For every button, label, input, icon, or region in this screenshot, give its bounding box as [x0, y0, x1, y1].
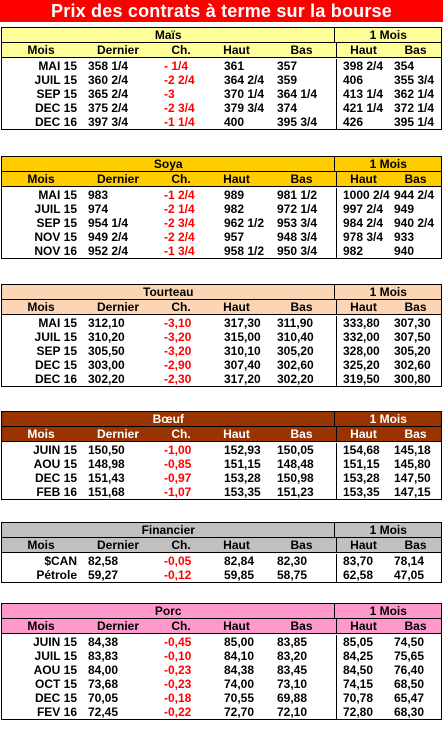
- cell-bas1: 307,30: [394, 316, 431, 330]
- section-header: [2, 412, 441, 427]
- cell-bas1: 940: [394, 244, 415, 258]
- cell-mois: NOV 15: [34, 230, 77, 244]
- table-row: [2, 101, 441, 115]
- cell-ch: -0,10: [164, 649, 192, 663]
- table-row: [2, 244, 441, 258]
- section-mais: [1, 27, 442, 130]
- cell-ch: -3,20: [164, 344, 192, 358]
- cell-haut1: 70,78: [343, 691, 374, 705]
- cell-bas: 305,20: [267, 344, 337, 358]
- cell-haut1: 328,00: [343, 344, 380, 358]
- cell-bas: 148,48: [267, 457, 337, 471]
- cell-ch: -2 3/4: [164, 216, 195, 230]
- cell-mois: MAI 15: [38, 316, 77, 330]
- cell-ch: -3: [164, 87, 175, 101]
- column-header-ch: Ch.: [171, 619, 191, 633]
- section-title: Financier: [2, 523, 335, 537]
- cell-mois: JUIL 15: [34, 330, 77, 344]
- cell-haut: 958 1/2: [224, 244, 265, 258]
- table-row: [2, 330, 441, 344]
- column-header-ch: Ch.: [171, 43, 191, 57]
- cell-dernier: 360 2/4: [88, 73, 129, 87]
- cell-ch: -0,97: [164, 471, 192, 485]
- cell-haut1: 74,15: [343, 677, 374, 691]
- cell-mois: AOU 15: [33, 457, 77, 471]
- cell-haut: 152,93: [224, 443, 261, 457]
- column-header-ch: Ch.: [171, 172, 191, 186]
- cell-bas: 83,20: [267, 649, 337, 663]
- cell-bas: 310,40: [267, 330, 337, 344]
- cell-haut: 317,20: [224, 372, 261, 386]
- cell-ch: - 1/4: [164, 59, 189, 73]
- table-row: [2, 344, 441, 358]
- cell-bas1: 147,50: [394, 471, 431, 485]
- table-row: [2, 230, 441, 244]
- cell-dernier: 148,98: [88, 457, 125, 471]
- cell-mois: SEP 15: [36, 87, 77, 101]
- section-title: Maïs: [2, 28, 335, 42]
- cell-haut: 957: [224, 230, 245, 244]
- table-row: [2, 216, 441, 230]
- cell-dernier: 312,10: [88, 316, 125, 330]
- table-row: [2, 316, 441, 330]
- cell-bas1: 944 2/4: [394, 188, 435, 202]
- section-boeuf: [1, 411, 442, 500]
- column-header-haut1: Haut: [350, 427, 377, 441]
- cell-bas: 972 1/4: [267, 202, 337, 216]
- cell-dernier: 983: [88, 188, 109, 202]
- cell-haut1: 84,50: [343, 663, 374, 677]
- cell-bas: 302,20: [267, 372, 337, 386]
- cell-mois: JUIL 15: [34, 73, 77, 87]
- section-title: Soya: [2, 157, 335, 171]
- table-row: [2, 188, 441, 202]
- section-header: [2, 604, 441, 619]
- cell-bas1: 940 2/4: [394, 216, 435, 230]
- column-headers: [2, 619, 441, 634]
- cell-mois: JUIL 15: [34, 649, 77, 663]
- table-row: [2, 471, 441, 485]
- section-header: [2, 285, 441, 300]
- cell-mois: MAI 15: [38, 59, 77, 73]
- cell-haut: 153,35: [224, 485, 261, 499]
- cell-dernier: 302,20: [88, 372, 125, 386]
- cell-mois: SEP 15: [36, 216, 77, 230]
- cell-haut: 307,40: [224, 358, 261, 372]
- table-row: [2, 691, 441, 705]
- cell-mois: DEC 16: [34, 372, 77, 386]
- cell-mois: FEB 16: [36, 485, 77, 499]
- section-header: [2, 28, 441, 43]
- cell-dernier: 305,50: [88, 344, 125, 358]
- cell-bas: 950 3/4: [267, 244, 337, 258]
- cell-ch: -0,23: [164, 663, 192, 677]
- column-header-ch: Ch.: [171, 427, 191, 441]
- cell-dernier: 150,50: [88, 443, 125, 457]
- cell-ch: -0,45: [164, 635, 192, 649]
- column-header-bas: Bas: [267, 300, 337, 314]
- column-header-bas: Bas: [267, 427, 337, 441]
- column-header-bas: Bas: [267, 538, 337, 552]
- section-title: Bœuf: [2, 412, 335, 426]
- cell-bas: 83,85: [267, 635, 337, 649]
- column-header-haut: Haut: [223, 300, 250, 314]
- cell-bas1: 354: [394, 59, 415, 73]
- column-header-haut: Haut: [223, 619, 250, 633]
- table-row: [2, 568, 441, 582]
- table-row: [2, 358, 441, 372]
- cell-ch: -3,10: [164, 316, 192, 330]
- table-row: [2, 372, 441, 386]
- cell-haut: 59,85: [224, 568, 255, 582]
- cell-dernier: 70,05: [88, 691, 119, 705]
- cell-mois: DEC 15: [34, 358, 77, 372]
- cell-haut1: 413 1/4: [343, 87, 384, 101]
- cell-dernier: 84,00: [88, 663, 119, 677]
- column-header-bas1: Bas: [404, 172, 427, 186]
- cell-mois: AOU 15: [33, 663, 77, 677]
- cell-dernier: 365 2/4: [88, 87, 129, 101]
- table-row: [2, 649, 441, 663]
- cell-bas: 364 1/4: [267, 87, 337, 101]
- cell-haut: 74,00: [224, 677, 255, 691]
- cell-haut: 361: [224, 59, 245, 73]
- cell-haut: 989: [224, 188, 245, 202]
- cell-dernier: 303,00: [88, 358, 125, 372]
- section-soya: [1, 156, 442, 259]
- cell-bas: 150,98: [267, 471, 337, 485]
- cell-bas1: 307,50: [394, 330, 431, 344]
- cell-dernier: 72,45: [88, 705, 119, 719]
- cell-ch: -0,05: [164, 554, 192, 568]
- column-header-bas1: Bas: [404, 427, 427, 441]
- column-headers: [2, 300, 441, 315]
- cell-bas: 357: [267, 59, 337, 73]
- cell-haut: 85,00: [224, 635, 255, 649]
- section-title: Tourteau: [2, 285, 335, 299]
- column-headers: [2, 538, 441, 553]
- cell-bas: 948 3/4: [267, 230, 337, 244]
- table-row: [2, 73, 441, 87]
- cell-haut: 370 1/4: [224, 87, 265, 101]
- table-row: [2, 705, 441, 719]
- column-header-haut1: Haut: [350, 619, 377, 633]
- column-header-mois: Mois: [27, 619, 55, 633]
- column-header-dernier: Dernier: [96, 427, 140, 441]
- cell-dernier: 82,58: [88, 554, 119, 568]
- cell-mois: $CAN: [44, 554, 77, 568]
- cell-ch: -1,07: [164, 485, 192, 499]
- cell-bas: 58,75: [267, 568, 337, 582]
- section-tourteau: [1, 284, 442, 387]
- column-header-haut: Haut: [223, 172, 250, 186]
- table-row: [2, 677, 441, 691]
- cell-haut1: 154,68: [343, 443, 380, 457]
- table-row: [2, 663, 441, 677]
- table-row: [2, 554, 441, 568]
- cell-haut: 70,55: [224, 691, 255, 705]
- cell-haut1: 1000 2/4: [343, 188, 390, 202]
- cell-haut: 982: [224, 202, 245, 216]
- cell-bas: 73,10: [267, 677, 337, 691]
- cell-ch: -2,30: [164, 372, 192, 386]
- cell-mois: JUIN 15: [32, 635, 77, 649]
- cell-mois: MAI 15: [38, 188, 77, 202]
- cell-bas1: 305,20: [394, 344, 431, 358]
- table-row: [2, 457, 441, 471]
- cell-haut: 962 1/2: [224, 216, 265, 230]
- cell-bas1: 302,60: [394, 358, 431, 372]
- cell-mois: JUIN 15: [32, 443, 77, 457]
- cell-bas1: 68,30: [394, 705, 425, 719]
- table-row: [2, 87, 441, 101]
- cell-mois: DEC 16: [34, 115, 77, 129]
- column-header-mois: Mois: [27, 172, 55, 186]
- cell-ch: -0,12: [164, 568, 192, 582]
- column-header-dernier: Dernier: [96, 538, 140, 552]
- cell-haut1: 151,15: [343, 457, 380, 471]
- cell-haut1: 997 2/4: [343, 202, 384, 216]
- cell-ch: -1 1/4: [164, 115, 195, 129]
- cell-ch: -1 2/4: [164, 188, 195, 202]
- cell-dernier: 83,83: [88, 649, 119, 663]
- cell-haut: 315,00: [224, 330, 261, 344]
- cell-mois: NOV 16: [34, 244, 77, 258]
- section-fin: [1, 522, 442, 583]
- cell-bas1: 933: [394, 230, 415, 244]
- one-month-label: 1 Mois: [369, 157, 407, 171]
- column-header-ch: Ch.: [171, 538, 191, 552]
- cell-haut1: 84,25: [343, 649, 374, 663]
- column-header-bas: Bas: [267, 43, 337, 57]
- section-title: Porc: [2, 604, 335, 618]
- cell-bas: 150,05: [267, 443, 337, 457]
- column-header-mois: Mois: [27, 300, 55, 314]
- cell-bas: 151,23: [267, 485, 337, 499]
- table-row: [2, 443, 441, 457]
- cell-ch: -2 2/4: [164, 230, 195, 244]
- cell-bas1: 47,05: [394, 568, 425, 582]
- cell-dernier: 375 2/4: [88, 101, 129, 115]
- cell-dernier: 310,20: [88, 330, 125, 344]
- cell-haut1: 85,05: [343, 635, 374, 649]
- cell-bas: 311,90: [267, 316, 337, 330]
- column-header-haut: Haut: [223, 427, 250, 441]
- one-month-label: 1 Mois: [369, 604, 407, 618]
- cell-bas1: 75,65: [394, 649, 425, 663]
- cell-bas: 83,45: [267, 663, 337, 677]
- cell-haut1: 83,70: [343, 554, 374, 568]
- cell-haut: 400: [224, 115, 245, 129]
- cell-dernier: 84,38: [88, 635, 119, 649]
- cell-bas1: 78,14: [394, 554, 425, 568]
- cell-bas: 302,60: [267, 358, 337, 372]
- cell-bas1: 147,15: [394, 485, 431, 499]
- cell-dernier: 151,43: [88, 471, 125, 485]
- cell-mois: FEV 16: [36, 705, 77, 719]
- column-header-bas1: Bas: [404, 300, 427, 314]
- cell-haut1: 333,80: [343, 316, 380, 330]
- cell-haut1: 984 2/4: [343, 216, 384, 230]
- cell-ch: -0,85: [164, 457, 192, 471]
- cell-ch: -2 3/4: [164, 101, 195, 115]
- cell-dernier: 358 1/4: [88, 59, 129, 73]
- one-month-label: 1 Mois: [369, 28, 407, 42]
- cell-bas1: 372 1/4: [394, 101, 435, 115]
- cell-haut1: 153,28: [343, 471, 380, 485]
- cell-bas1: 362 1/4: [394, 87, 435, 101]
- cell-bas1: 145,18: [394, 443, 431, 457]
- cell-bas: 981 1/2: [267, 188, 337, 202]
- cell-haut1: 319,50: [343, 372, 380, 386]
- column-header-bas: Bas: [267, 172, 337, 186]
- table-row: [2, 202, 441, 216]
- cell-haut1: 426: [343, 115, 364, 129]
- cell-bas1: 68,50: [394, 677, 425, 691]
- cell-bas1: 355 3/4: [394, 73, 435, 87]
- cell-bas: 82,30: [267, 554, 337, 568]
- cell-dernier: 73,68: [88, 677, 119, 691]
- cell-mois: SEP 15: [36, 344, 77, 358]
- column-header-dernier: Dernier: [96, 172, 140, 186]
- column-header-dernier: Dernier: [96, 619, 140, 633]
- cell-dernier: 397 3/4: [88, 115, 129, 129]
- column-headers: [2, 43, 441, 58]
- cell-ch: -2,90: [164, 358, 192, 372]
- cell-dernier: 952 2/4: [88, 244, 129, 258]
- cell-mois: DEC 15: [34, 691, 77, 705]
- cell-bas: 395 3/4: [267, 115, 337, 129]
- one-month-label: 1 Mois: [369, 285, 407, 299]
- cell-mois: JUIL 15: [34, 202, 77, 216]
- cell-ch: -3,20: [164, 330, 192, 344]
- cell-mois: OCT 15: [34, 677, 77, 691]
- column-header-mois: Mois: [27, 427, 55, 441]
- column-header-bas1: Bas: [404, 538, 427, 552]
- cell-haut: 379 3/4: [224, 101, 265, 115]
- column-header-dernier: Dernier: [96, 300, 140, 314]
- table-row: [2, 115, 441, 129]
- cell-haut: 364 2/4: [224, 73, 265, 87]
- cell-bas: 69,88: [267, 691, 337, 705]
- cell-bas: 359: [267, 73, 337, 87]
- cell-haut1: 153,35: [343, 485, 380, 499]
- cell-haut: 310,10: [224, 344, 261, 358]
- table-row: [2, 485, 441, 499]
- cell-haut1: 325,20: [343, 358, 380, 372]
- cell-dernier: 974: [88, 202, 109, 216]
- cell-dernier: 59,27: [88, 568, 119, 582]
- cell-bas: 72,10: [267, 705, 337, 719]
- cell-bas1: 65,47: [394, 691, 425, 705]
- section-header: [2, 523, 441, 538]
- column-header-haut1: Haut: [350, 300, 377, 314]
- cell-ch: -2 2/4: [164, 73, 195, 87]
- cell-haut: 153,28: [224, 471, 261, 485]
- column-header-haut1: Haut: [350, 538, 377, 552]
- table-row: [2, 635, 441, 649]
- cell-ch: -1,00: [164, 443, 192, 457]
- cell-bas1: 76,40: [394, 663, 425, 677]
- cell-haut1: 398 2/4: [343, 59, 384, 73]
- cell-dernier: 949 2/4: [88, 230, 129, 244]
- cell-haut1: 978 3/4: [343, 230, 384, 244]
- column-headers: [2, 427, 441, 442]
- cell-bas: 374: [267, 101, 337, 115]
- cell-bas1: 74,50: [394, 635, 425, 649]
- cell-mois: DEC 15: [34, 101, 77, 115]
- cell-ch: -0,23: [164, 677, 192, 691]
- cell-dernier: 151,68: [88, 485, 125, 499]
- cell-haut: 82,84: [224, 554, 255, 568]
- column-header-bas: Bas: [267, 619, 337, 633]
- cell-haut1: 62,58: [343, 568, 374, 582]
- column-header-haut1: Haut: [350, 43, 377, 57]
- cell-bas1: 949: [394, 202, 415, 216]
- cell-mois: DEC 15: [34, 471, 77, 485]
- cell-bas: 953 3/4: [267, 216, 337, 230]
- cell-ch: -2 1/4: [164, 202, 195, 216]
- table-row: [2, 59, 441, 73]
- column-headers: [2, 172, 441, 187]
- cell-ch: -0,22: [164, 705, 192, 719]
- one-month-label: 1 Mois: [369, 412, 407, 426]
- section-porc: [1, 603, 442, 720]
- cell-dernier: 954 1/4: [88, 216, 129, 230]
- column-header-mois: Mois: [27, 43, 55, 57]
- column-header-ch: Ch.: [171, 300, 191, 314]
- cell-haut1: 982: [343, 244, 364, 258]
- cell-haut1: 72,80: [343, 705, 374, 719]
- one-month-label: 1 Mois: [369, 523, 407, 537]
- cell-haut1: 332,00: [343, 330, 380, 344]
- cell-haut: 84,10: [224, 649, 255, 663]
- column-header-mois: Mois: [27, 538, 55, 552]
- cell-haut: 72,70: [224, 705, 255, 719]
- cell-bas1: 395 1/4: [394, 115, 435, 129]
- cell-haut: 317,30: [224, 316, 261, 330]
- column-header-dernier: Dernier: [96, 43, 140, 57]
- cell-bas1: 300,80: [394, 372, 431, 386]
- section-header: [2, 157, 441, 172]
- cell-ch: -1 3/4: [164, 244, 195, 258]
- column-header-bas1: Bas: [404, 619, 427, 633]
- column-header-haut: Haut: [223, 43, 250, 57]
- column-header-haut1: Haut: [350, 172, 377, 186]
- cell-mois: Pétrole: [36, 568, 77, 582]
- cell-ch: -0,18: [164, 691, 192, 705]
- cell-haut: 84,38: [224, 663, 255, 677]
- page-title: Prix des contrats à terme sur la bourse: [0, 0, 443, 22]
- column-header-bas1: Bas: [404, 43, 427, 57]
- cell-haut1: 406: [343, 73, 364, 87]
- column-header-haut: Haut: [223, 538, 250, 552]
- cell-bas1: 145,80: [394, 457, 431, 471]
- cell-haut1: 421 1/4: [343, 101, 384, 115]
- cell-haut: 151,15: [224, 457, 261, 471]
